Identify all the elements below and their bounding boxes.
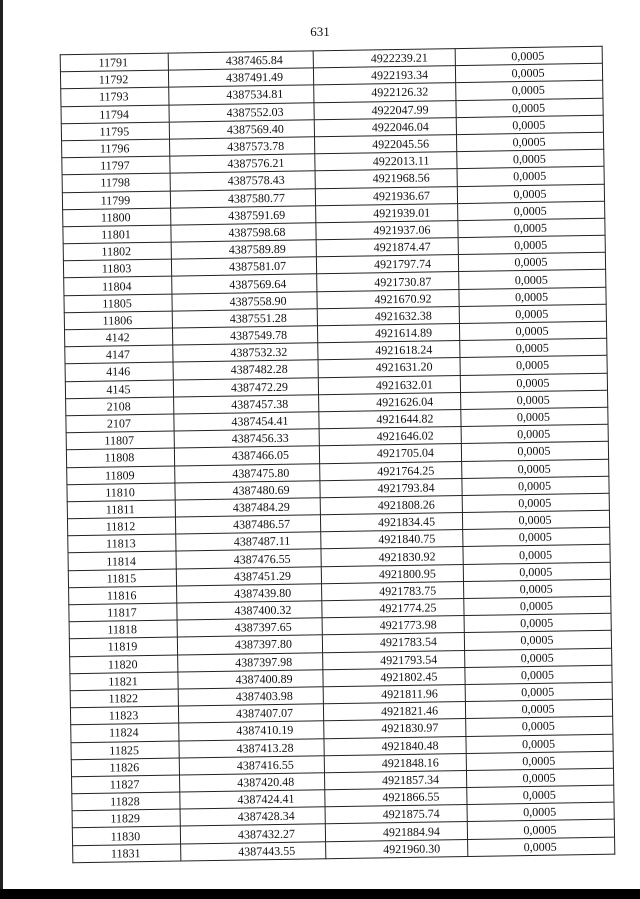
x-coordinate-cell: 4387416.55 (179, 755, 324, 774)
tolerance-cell: 0,0005 (462, 459, 609, 478)
tolerance-cell: 0,0005 (456, 98, 603, 117)
y-coordinate-cell: 4921874.47 (316, 238, 458, 257)
x-coordinate-cell: 4387486.57 (175, 515, 320, 534)
y-coordinate-cell: 4922126.32 (314, 83, 456, 102)
coordinates-table (60, 46, 616, 863)
point-id-cell: 11820 (70, 655, 178, 674)
tolerance-cell: 0,0005 (457, 149, 604, 168)
x-coordinate-cell: 4387397.98 (178, 652, 323, 671)
tolerance-cell: 0,0005 (466, 734, 613, 753)
point-id-cell: 11816 (69, 586, 177, 605)
x-coordinate-cell: 4387476.55 (176, 549, 321, 568)
y-coordinate-cell: 4921802.45 (323, 667, 465, 686)
y-coordinate-cell: 4922047.99 (314, 100, 456, 119)
point-id-cell: 11828 (72, 792, 180, 811)
point-id-cell: 11800 (63, 208, 171, 227)
y-coordinate-cell: 4921834.45 (320, 513, 462, 532)
tolerance-cell: 0,0005 (459, 321, 606, 340)
tolerance-cell: 0,0005 (459, 270, 606, 289)
tolerance-cell: 0,0005 (458, 218, 605, 237)
y-coordinate-cell: 4921618.24 (318, 341, 460, 360)
tolerance-cell: 0,0005 (467, 802, 614, 821)
x-coordinate-cell: 4387443.55 (181, 841, 326, 860)
point-id-cell: 11817 (69, 603, 177, 622)
y-coordinate-cell: 4921936.67 (315, 186, 457, 205)
point-id-cell: 11806 (64, 311, 172, 330)
x-coordinate-cell: 4387569.64 (172, 274, 317, 293)
point-id-cell: 11812 (67, 517, 175, 536)
tolerance-cell: 0,0005 (467, 820, 614, 839)
x-coordinate-cell: 4387573.78 (170, 137, 315, 156)
point-id-cell: 11831 (73, 844, 181, 863)
tolerance-cell: 0,0005 (465, 648, 612, 667)
tolerance-cell: 0,0005 (462, 510, 609, 529)
y-coordinate-cell: 4921857.34 (324, 770, 466, 789)
x-coordinate-cell: 4387424.41 (180, 790, 325, 809)
y-coordinate-cell: 4921866.55 (325, 788, 467, 807)
point-id-cell: 11819 (69, 637, 177, 656)
point-id-cell: 11823 (70, 706, 178, 725)
tolerance-cell: 0,0005 (463, 527, 610, 546)
tolerance-cell: 0,0005 (464, 613, 611, 632)
y-coordinate-cell: 4921884.94 (325, 822, 467, 841)
x-coordinate-cell: 4387491.49 (168, 68, 313, 87)
tolerance-cell: 0,0005 (457, 184, 604, 203)
y-coordinate-cell: 4921705.04 (319, 444, 461, 463)
point-id-cell: 11807 (66, 431, 174, 450)
scan-edge (0, 0, 3, 899)
point-id-cell: 11795 (61, 122, 169, 141)
tolerance-cell: 0,0005 (455, 46, 602, 65)
point-id-cell: 11802 (63, 242, 171, 261)
y-coordinate-cell: 4922045.56 (314, 135, 456, 154)
point-id-cell: 11829 (72, 809, 180, 828)
y-coordinate-cell: 4921840.48 (324, 736, 466, 755)
y-coordinate-cell: 4922239.21 (313, 49, 455, 68)
x-coordinate-cell: 4387482.28 (173, 360, 318, 379)
y-coordinate-cell: 4921631.20 (318, 358, 460, 377)
y-coordinate-cell: 4921848.16 (324, 753, 466, 772)
point-id-cell: 11798 (62, 173, 170, 192)
y-coordinate-cell: 4921783.75 (322, 581, 464, 600)
point-id-cell: 11804 (64, 277, 172, 296)
x-coordinate-cell: 4387413.28 (179, 738, 324, 757)
coordinates-table-container (60, 46, 615, 864)
page-number: 631 (310, 24, 330, 39)
x-coordinate-cell: 4387532.32 (173, 343, 318, 362)
x-coordinate-cell: 4387407.07 (178, 704, 323, 723)
x-coordinate-cell: 4387428.34 (180, 807, 325, 826)
x-coordinate-cell: 4387581.07 (171, 257, 316, 276)
x-coordinate-cell: 4387591.69 (171, 205, 316, 224)
point-id-cell: 11793 (61, 87, 169, 106)
tolerance-cell: 0,0005 (464, 579, 611, 598)
y-coordinate-cell: 4921632.38 (317, 306, 459, 325)
x-coordinate-cell: 4387576.21 (170, 154, 315, 173)
y-coordinate-cell: 4921808.26 (320, 495, 462, 514)
tolerance-cell: 0,0005 (467, 785, 614, 804)
point-id-cell: 11803 (63, 259, 171, 278)
point-id-cell: 11814 (68, 551, 176, 570)
x-coordinate-cell: 4387558.90 (172, 291, 317, 310)
tolerance-cell: 0,0005 (461, 390, 608, 409)
point-id-cell: 11808 (66, 448, 174, 467)
y-coordinate-cell: 4921774.25 (322, 599, 464, 618)
tolerance-cell: 0,0005 (466, 751, 613, 770)
y-coordinate-cell: 4921764.25 (320, 461, 462, 480)
y-coordinate-cell: 4921797.74 (316, 255, 458, 274)
point-id-cell: 11801 (63, 225, 171, 244)
tolerance-cell: 0,0005 (455, 63, 602, 82)
x-coordinate-cell: 4387465.84 (168, 51, 313, 70)
tolerance-cell: 0,0005 (459, 287, 606, 306)
tolerance-cell: 0,0005 (458, 235, 605, 254)
tolerance-cell: 0,0005 (464, 596, 611, 615)
point-id-cell: 11822 (70, 689, 178, 708)
x-coordinate-cell: 4387457.38 (174, 395, 319, 414)
y-coordinate-cell: 4921793.84 (320, 478, 462, 497)
y-coordinate-cell: 4921821.46 (323, 702, 465, 721)
tolerance-cell: 0,0005 (465, 682, 612, 701)
x-coordinate-cell: 4387534.81 (169, 85, 314, 104)
tolerance-cell: 0,0005 (461, 442, 608, 461)
y-coordinate-cell: 4921614.89 (317, 324, 459, 343)
x-coordinate-cell: 4387475.80 (175, 463, 320, 482)
x-coordinate-cell: 4387397.65 (177, 618, 322, 637)
tolerance-cell: 0,0005 (460, 338, 607, 357)
point-id-cell: 11815 (68, 569, 176, 588)
x-coordinate-cell: 4387397.80 (177, 635, 322, 654)
x-coordinate-cell: 4387487.11 (176, 532, 321, 551)
x-coordinate-cell: 4387410.19 (179, 721, 324, 740)
y-coordinate-cell: 4921646.02 (319, 427, 461, 446)
x-coordinate-cell: 4387480.69 (175, 480, 320, 499)
point-id-cell: 11796 (62, 139, 170, 158)
y-coordinate-cell: 4921800.95 (321, 564, 463, 583)
scan-bottom-bar (0, 889, 640, 899)
y-coordinate-cell: 4921875.74 (325, 805, 467, 824)
y-coordinate-cell: 4921632.01 (318, 375, 460, 394)
point-id-cell: 11826 (71, 758, 179, 777)
y-coordinate-cell: 4921830.92 (321, 547, 463, 566)
x-coordinate-cell: 4387598.68 (171, 223, 316, 242)
tolerance-cell: 0,0005 (459, 304, 606, 323)
y-coordinate-cell: 4921793.54 (323, 650, 465, 669)
tolerance-cell: 0,0005 (468, 837, 615, 856)
point-id-cell: 11827 (72, 775, 180, 794)
point-id-cell: 11794 (61, 105, 169, 124)
point-id-cell: 11824 (71, 723, 179, 742)
x-coordinate-cell: 4387400.89 (178, 669, 323, 688)
tolerance-cell: 0,0005 (458, 253, 605, 272)
x-coordinate-cell: 4387589.89 (171, 240, 316, 259)
tolerance-cell: 0,0005 (465, 665, 612, 684)
point-id-cell: 11805 (64, 294, 172, 313)
tolerance-cell: 0,0005 (458, 201, 605, 220)
x-coordinate-cell: 4387552.03 (169, 102, 314, 121)
x-coordinate-cell: 4387580.77 (170, 188, 315, 207)
x-coordinate-cell: 4387432.27 (180, 824, 325, 843)
tolerance-cell: 0,0005 (456, 81, 603, 100)
x-coordinate-cell: 4387451.29 (176, 566, 321, 585)
point-id-cell: 11825 (71, 741, 179, 760)
point-id-cell: 11811 (67, 500, 175, 519)
point-id-cell: 4147 (65, 345, 173, 364)
point-id-cell: 11821 (70, 672, 178, 691)
y-coordinate-cell: 4922013.11 (315, 152, 457, 171)
y-coordinate-cell: 4921840.75 (321, 530, 463, 549)
point-id-cell: 11797 (62, 156, 170, 175)
x-coordinate-cell: 4387466.05 (174, 446, 319, 465)
x-coordinate-cell: 4387403.98 (178, 687, 323, 706)
y-coordinate-cell: 4921626.04 (319, 392, 461, 411)
x-coordinate-cell: 4387420.48 (180, 773, 325, 792)
y-coordinate-cell: 4921644.82 (319, 409, 461, 428)
tolerance-cell: 0,0005 (466, 717, 613, 736)
point-id-cell: 11799 (62, 191, 170, 210)
tolerance-cell: 0,0005 (456, 115, 603, 134)
tolerance-cell: 0,0005 (466, 768, 613, 787)
tolerance-cell: 0,0005 (460, 373, 607, 392)
y-coordinate-cell: 4921811.96 (323, 684, 465, 703)
point-id-cell: 4145 (65, 380, 173, 399)
y-coordinate-cell: 4922193.34 (313, 66, 455, 85)
x-coordinate-cell: 4387456.33 (174, 429, 319, 448)
point-id-cell: 11810 (67, 483, 175, 502)
x-coordinate-cell: 4387472.29 (173, 377, 318, 396)
x-coordinate-cell: 4387549.78 (172, 326, 317, 345)
tolerance-cell: 0,0005 (461, 424, 608, 443)
tolerance-cell: 0,0005 (462, 476, 609, 495)
tolerance-cell: 0,0005 (457, 167, 604, 186)
tolerance-cell: 0,0005 (462, 493, 609, 512)
point-id-cell: 2107 (66, 414, 174, 433)
x-coordinate-cell: 4387454.41 (174, 412, 319, 431)
point-id-cell: 11791 (60, 53, 168, 72)
point-id-cell: 11818 (69, 620, 177, 639)
y-coordinate-cell: 4921960.30 (326, 839, 468, 858)
x-coordinate-cell: 4387578.43 (170, 171, 315, 190)
point-id-cell: 4142 (64, 328, 172, 347)
y-coordinate-cell: 4921783.54 (322, 633, 464, 652)
y-coordinate-cell: 4921670.92 (317, 289, 459, 308)
point-id-cell: 4146 (65, 362, 173, 381)
point-id-cell: 11813 (68, 534, 176, 553)
x-coordinate-cell: 4387551.28 (172, 309, 317, 328)
point-id-cell: 11792 (60, 70, 168, 89)
x-coordinate-cell: 4387569.40 (169, 120, 314, 139)
tolerance-cell: 0,0005 (463, 545, 610, 564)
y-coordinate-cell: 4921939.01 (316, 203, 458, 222)
point-id-cell: 11809 (67, 466, 175, 485)
x-coordinate-cell: 4387400.32 (177, 601, 322, 620)
x-coordinate-cell: 4387439.80 (177, 584, 322, 603)
y-coordinate-cell: 4921830.97 (324, 719, 466, 738)
tolerance-cell: 0,0005 (464, 631, 611, 650)
point-id-cell: 2108 (66, 397, 174, 416)
y-coordinate-cell: 4921937.06 (316, 220, 458, 239)
point-id-cell: 11830 (72, 826, 180, 845)
y-coordinate-cell: 4921968.56 (315, 169, 457, 188)
y-coordinate-cell: 4921773.98 (322, 616, 464, 635)
tolerance-cell: 0,0005 (461, 407, 608, 426)
y-coordinate-cell: 4922046.04 (314, 117, 456, 136)
y-coordinate-cell: 4921730.87 (317, 272, 459, 291)
tolerance-cell: 0,0005 (465, 699, 612, 718)
tolerance-cell: 0,0005 (463, 562, 610, 581)
tolerance-cell: 0,0005 (460, 356, 607, 375)
x-coordinate-cell: 4387484.29 (175, 498, 320, 517)
tolerance-cell: 0,0005 (456, 132, 603, 151)
